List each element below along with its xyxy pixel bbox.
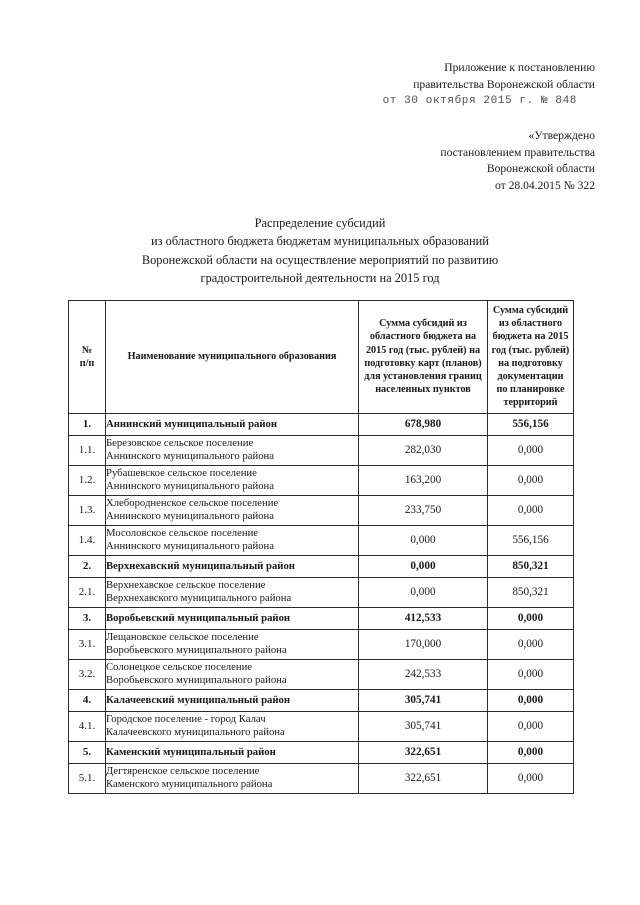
row-number-cell: 1. [69, 413, 106, 435]
docs-subsidy-value-cell: 0,000 [488, 689, 574, 711]
docs-subsidy-value-cell: 0,000 [488, 465, 574, 495]
title-line-1: Распределение субсидий [254, 216, 386, 230]
row-number-cell: 4. [69, 689, 106, 711]
municipality-name-line2: Аннинского муниципального района [106, 540, 275, 553]
municipality-name-cell [106, 413, 359, 435]
table-row [69, 659, 574, 689]
docs-subsidy-value-cell: 556,156 [488, 413, 574, 435]
municipality-name-line2: Аннинского муниципального района [106, 510, 275, 523]
maps-subsidy-value-cell: 0,000 [359, 525, 488, 555]
approval-line-2: постановлением правительства [440, 145, 595, 159]
approval-reference-block [300, 128, 595, 194]
row-number-cell: 4.1. [69, 711, 106, 741]
column-header-number [69, 301, 106, 414]
title-line-2: из областного бюджета бюджетам муниципальных образований [151, 234, 489, 249]
table-header [69, 301, 574, 414]
docs-subsidy-value-cell: 0,000 [488, 629, 574, 659]
row-number-cell: 3.2. [69, 659, 106, 689]
municipality-name-line2: Верхнехавского муниципального района [106, 592, 292, 605]
row-number-cell: 1.1. [69, 435, 106, 465]
maps-subsidy-value-cell: 0,000 [359, 555, 488, 577]
column-header-number-line2: п/п [79, 357, 95, 369]
column-header-maps-subsidy: Сумма субсидий из областного бюджета на 2015 год (тыс. рублей) на подготовку карт (планов) для установления границ населенных пунктов [359, 301, 488, 414]
maps-subsidy-value-cell: 678,980 [359, 413, 488, 435]
municipality-name-line1: Рубашевское сельское поселение [106, 466, 257, 479]
municipality-name-line1: Солонецкое сельское поселение [106, 660, 253, 673]
municipality-name-line2: Воробьевского муниципального района [106, 644, 287, 657]
appendix-reference-block [300, 60, 595, 110]
municipality-name-line1: Верхнехавское сельское поселение [106, 578, 266, 591]
row-number-cell: 5.1. [69, 763, 106, 793]
column-header-docs-subsidy: Сумма субсидий из областного бюджета на 2015 год (тыс. рублей) на подготовку документации по планировке территорий [488, 301, 574, 414]
approval-date-number: от 28.04.2015 № 322 [494, 178, 595, 192]
maps-subsidy-value-cell: 0,000 [359, 577, 488, 607]
municipality-name-cell [106, 495, 359, 525]
docs-subsidy-value-cell: 0,000 [488, 711, 574, 741]
municipality-name-line1: Калачеевский муниципальный район [106, 693, 291, 706]
municipality-name-line2: Воробьевского муниципального района [106, 674, 287, 687]
approval-line-3: Воронежской области [486, 162, 595, 175]
maps-subsidy-value-cell: 322,651 [359, 763, 488, 793]
municipality-name-line1: Аннинский муниципальный район [106, 417, 278, 430]
municipality-name-line1: Каменский муниципальный район [106, 745, 276, 758]
row-number-cell: 5. [69, 741, 106, 763]
row-number-cell: 2.1. [69, 577, 106, 607]
table-row [69, 763, 574, 793]
table-row [69, 607, 574, 629]
table-body [69, 413, 574, 793]
row-number-cell: 3.1. [69, 629, 106, 659]
approval-line-1: «Утверждено [528, 129, 595, 142]
table-row [69, 465, 574, 495]
municipality-name-cell [106, 525, 359, 555]
table-row [69, 435, 574, 465]
maps-subsidy-value-cell: 412,533 [359, 607, 488, 629]
municipality-name-cell [106, 689, 359, 711]
municipality-name-cell [106, 435, 359, 465]
municipality-name-line1: Мосоловское сельское поселение [106, 526, 259, 539]
docs-subsidy-value-cell: 850,321 [488, 555, 574, 577]
municipality-name-line1: Воробьевский муниципальный район [106, 611, 291, 624]
maps-subsidy-value-cell: 242,533 [359, 659, 488, 689]
docs-subsidy-value-cell: 0,000 [488, 763, 574, 793]
row-number-cell: 2. [69, 555, 106, 577]
appendix-date-number: от 30 октября 2015 г. № 848 [382, 95, 577, 107]
column-header-municipality: Наименование муниципального образования [106, 301, 359, 414]
municipality-name-cell [106, 607, 359, 629]
docs-subsidy-value-cell: 0,000 [488, 741, 574, 763]
municipality-name-line1: Городское поселение - город Калач [106, 712, 266, 725]
table-row [69, 629, 574, 659]
docs-subsidy-value-cell: 0,000 [488, 607, 574, 629]
maps-subsidy-value-cell: 305,741 [359, 711, 488, 741]
municipality-name-line1: Дегтяренское сельское поселение [106, 764, 260, 777]
table-row [69, 711, 574, 741]
subsidy-distribution-table [68, 300, 574, 794]
municipality-name-line2: Калачеевского муниципального района [106, 726, 285, 739]
municipality-name-cell [106, 711, 359, 741]
table-row [69, 555, 574, 577]
table-row [69, 689, 574, 711]
municipality-name-line2: Аннинского муниципального района [106, 450, 275, 463]
municipality-name-cell [106, 555, 359, 577]
municipality-name-cell [106, 741, 359, 763]
municipality-name-cell [106, 577, 359, 607]
municipality-name-line2: Каменского муниципального района [106, 778, 273, 791]
municipality-name-line2: Аннинского муниципального района [106, 480, 275, 493]
municipality-name-line1: Березовское сельское поселение [106, 436, 254, 449]
title-line-3: Воронежской области на осуществление мероприятий по развитию [141, 252, 499, 267]
row-number-cell: 1.3. [69, 495, 106, 525]
municipality-name-line1: Хлебородненское сельское поселение [106, 496, 279, 509]
page-title [40, 214, 600, 288]
maps-subsidy-value-cell: 305,741 [359, 689, 488, 711]
docs-subsidy-value-cell: 0,000 [488, 659, 574, 689]
municipality-name-cell [106, 465, 359, 495]
title-line-4: градостроительной деятельности на 2015 год [200, 271, 440, 286]
table-row [69, 495, 574, 525]
table-row [69, 577, 574, 607]
maps-subsidy-value-cell: 163,200 [359, 465, 488, 495]
appendix-line-1: Приложение к постановлению [444, 61, 595, 74]
maps-subsidy-value-cell: 170,000 [359, 629, 488, 659]
column-header-number-line1: № [81, 344, 93, 356]
docs-subsidy-value-cell: 0,000 [488, 495, 574, 525]
row-number-cell: 1.4. [69, 525, 106, 555]
maps-subsidy-value-cell: 233,750 [359, 495, 488, 525]
row-number-cell: 1.2. [69, 465, 106, 495]
table-row [69, 525, 574, 555]
municipality-name-line1: Верхнехавский муниципальный район [106, 559, 295, 572]
docs-subsidy-value-cell: 556,156 [488, 525, 574, 555]
municipality-name-cell [106, 629, 359, 659]
table-row [69, 413, 574, 435]
table-row [69, 741, 574, 763]
docs-subsidy-value-cell: 0,000 [488, 435, 574, 465]
table-header-row [69, 301, 574, 414]
docs-subsidy-value-cell: 850,321 [488, 577, 574, 607]
maps-subsidy-value-cell: 282,030 [359, 435, 488, 465]
municipality-name-line1: Лещановское сельское поселение [106, 630, 259, 643]
row-number-cell: 3. [69, 607, 106, 629]
municipality-name-cell [106, 763, 359, 793]
maps-subsidy-value-cell: 322,651 [359, 741, 488, 763]
municipality-name-cell [106, 659, 359, 689]
appendix-line-2: правительства Воронежской области [413, 77, 595, 91]
